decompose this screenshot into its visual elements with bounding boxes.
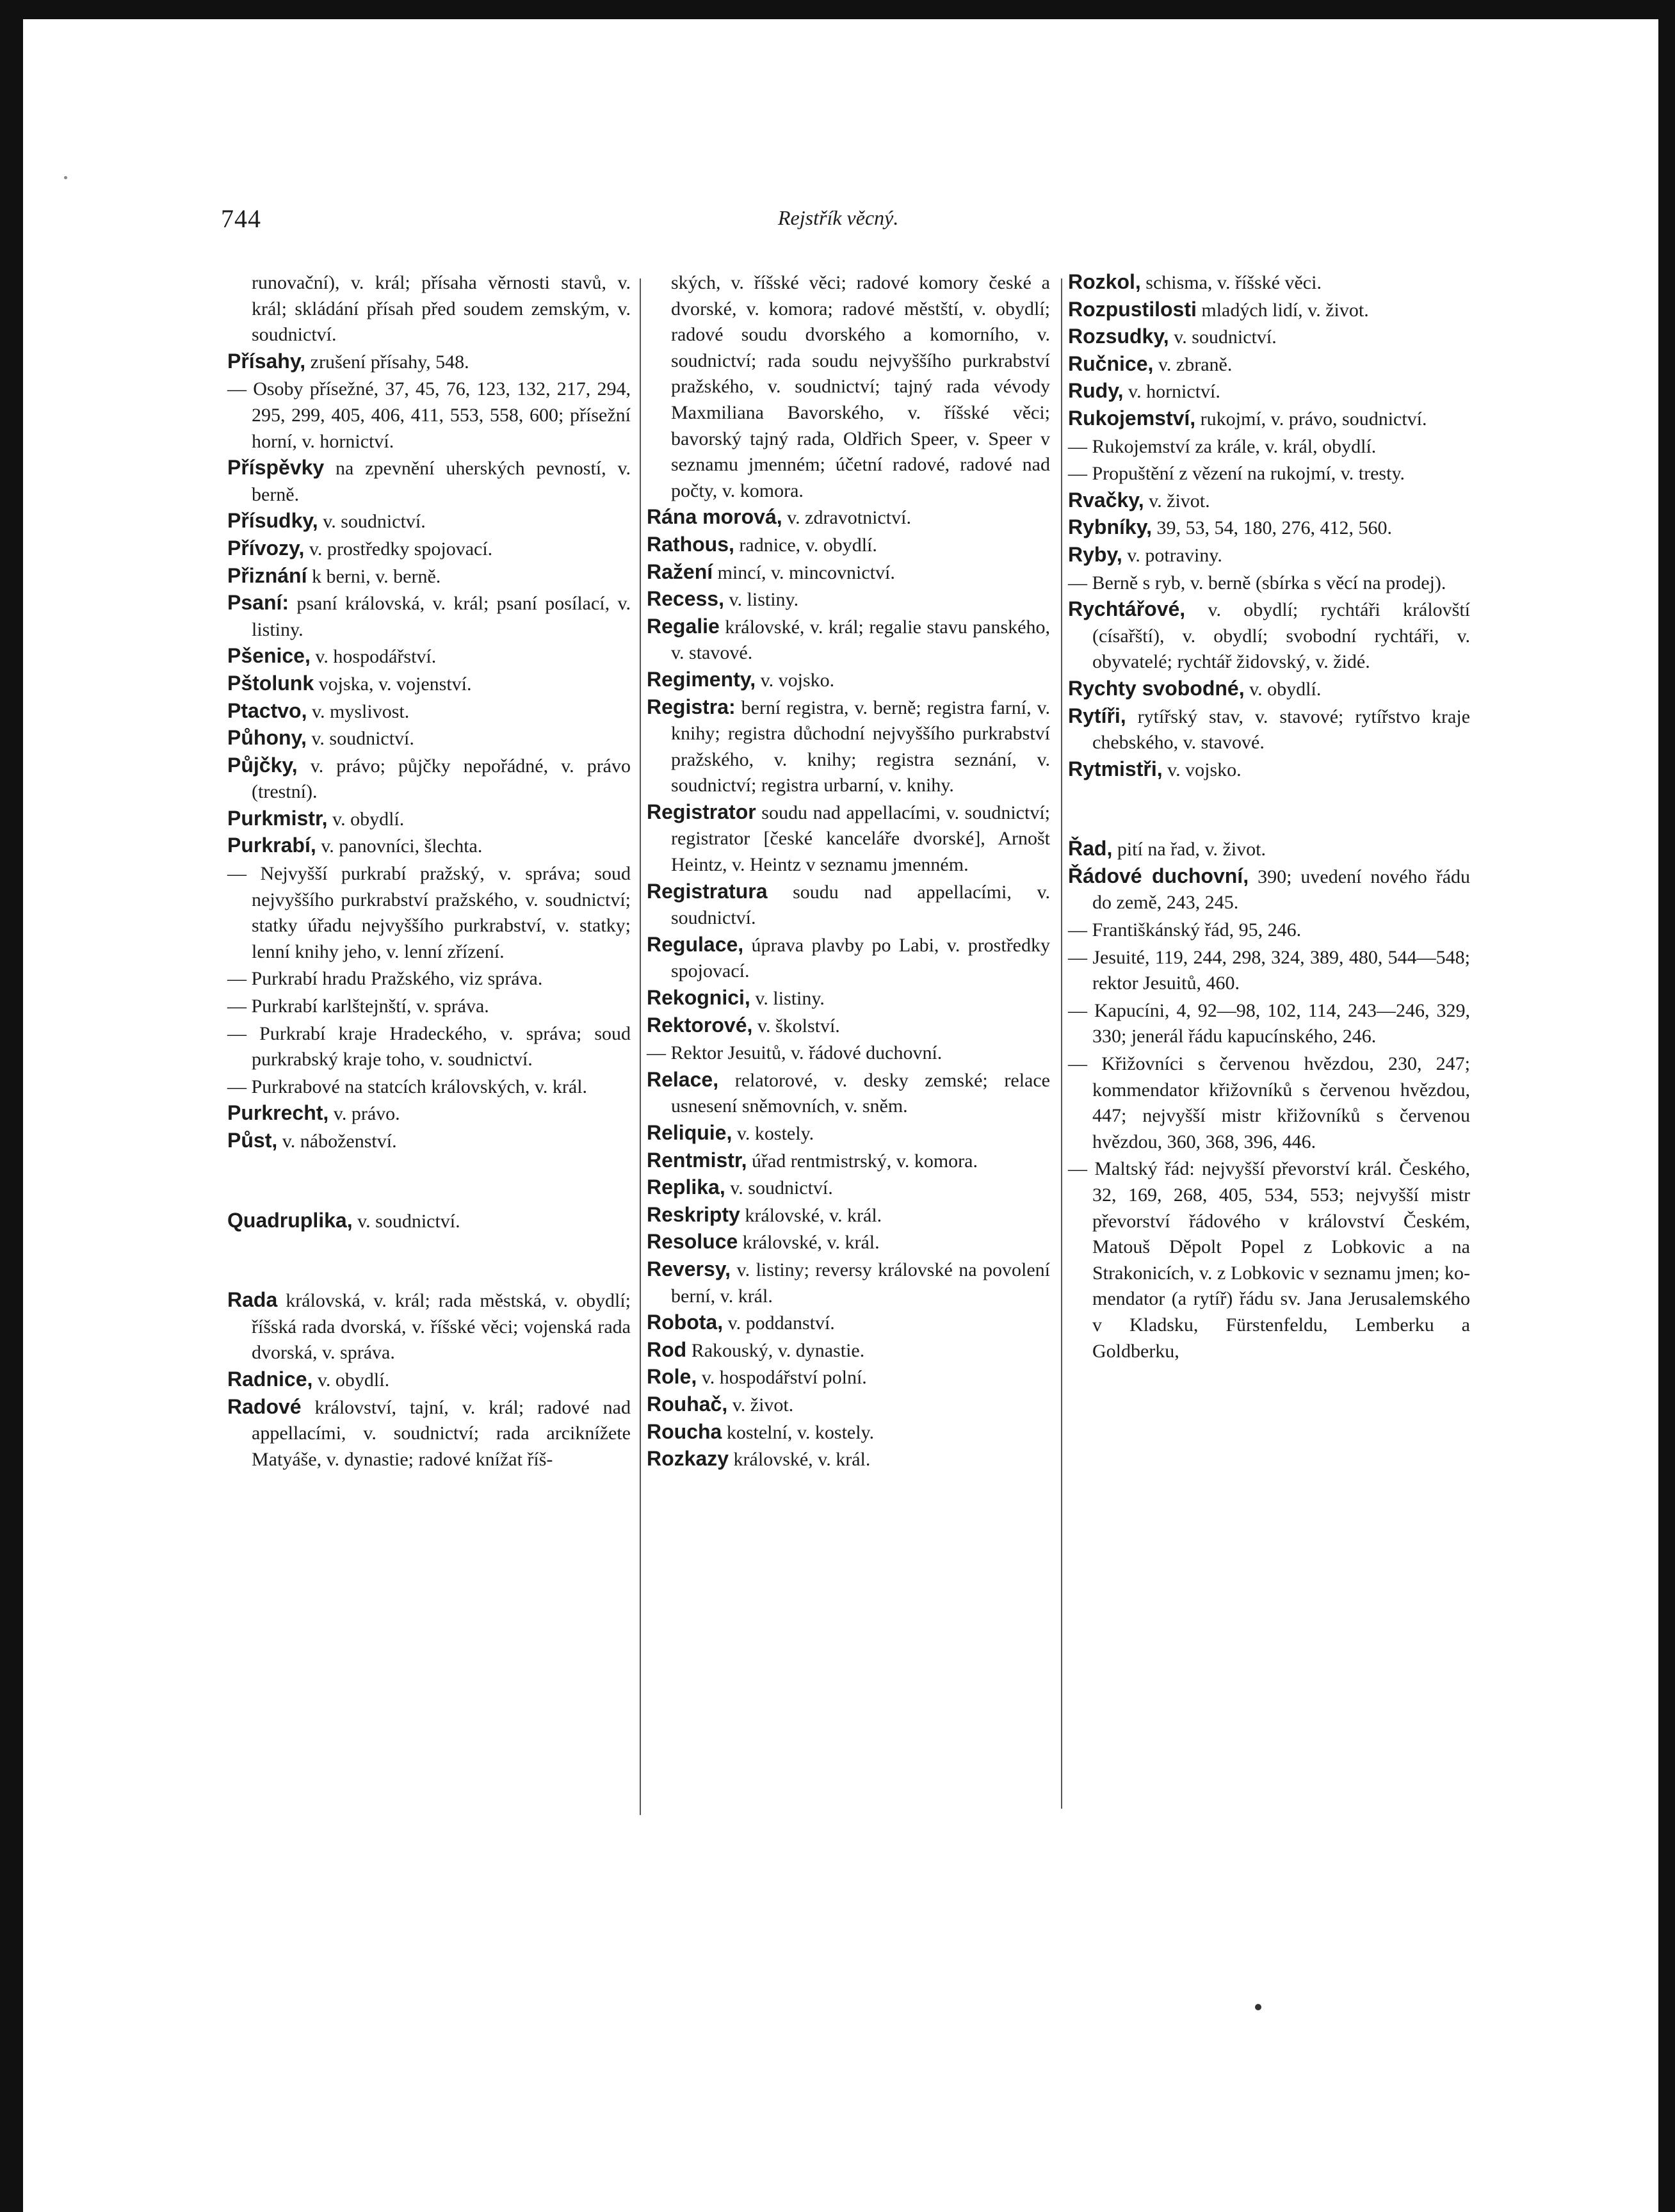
- entry-text: kostelní, v. kostely.: [722, 1421, 875, 1443]
- index-entry: [1068, 596, 1470, 675]
- entry-headword: Rouhač,: [647, 1392, 728, 1416]
- entry-text: rukojmí, v. právo, soudnictví.: [1195, 408, 1427, 430]
- entry-text: relatorové, v. desky zemské; relace usnesení sněmovních, v. sněm.: [671, 1069, 1050, 1117]
- entry-headword: Půst,: [227, 1129, 278, 1152]
- entry-headword: Přísahy,: [227, 349, 306, 373]
- index-column-2: [647, 269, 1050, 1473]
- index-entry: [647, 1256, 1050, 1309]
- index-entry: [647, 269, 1050, 504]
- index-entry: [647, 1120, 1050, 1147]
- index-entry: [647, 1174, 1050, 1202]
- entry-headword: Robota,: [647, 1311, 724, 1334]
- entry-text: v. kostely.: [732, 1123, 814, 1144]
- entry-headword: Ryby,: [1068, 542, 1122, 566]
- index-entry: [647, 1039, 1050, 1067]
- entry-text: v. potraviny.: [1122, 544, 1222, 566]
- entry-headword: Replika,: [647, 1175, 725, 1199]
- index-column-1: [227, 269, 631, 1473]
- entry-text: — Kapucíni, 4, 92—98, 102, 114, 243—246, 329, 330; jenerál řádu kapucínského, 246.: [1068, 999, 1470, 1047]
- entry-text: — Františkánský řád, 95, 246.: [1068, 919, 1302, 941]
- entry-text: 39, 53, 54, 180, 276, 412, 560.: [1152, 517, 1392, 539]
- index-entry: [647, 613, 1050, 666]
- entry-text: v. obydlí; rychtáři královští (císařští), v. obydlí; svobodní rychtáři, v. obyvatelé; rychtář židovský, v. židé.: [1092, 599, 1470, 673]
- section-gap: [227, 1234, 631, 1287]
- entry-text: psaní královská, v. král; psaní posílací, v. listiny.: [252, 593, 631, 640]
- index-entry: [1068, 433, 1470, 460]
- entry-headword: Půhony,: [227, 726, 307, 750]
- entry-text: v. listiny.: [724, 589, 799, 611]
- index-entry: [227, 269, 631, 348]
- entry-text: v. hospodářství polní.: [697, 1367, 867, 1389]
- index-entry: [647, 559, 1050, 586]
- entry-text: v. život.: [1144, 490, 1210, 512]
- index-entry: [227, 965, 631, 992]
- index-entry: [1068, 296, 1470, 324]
- entry-headword: Řádové duchovní,: [1068, 864, 1249, 887]
- entry-text: vojska, v. vojenství.: [314, 673, 472, 695]
- index-entry: [227, 563, 631, 590]
- entry-text: v. obydlí.: [327, 808, 405, 830]
- index-entry: [647, 932, 1050, 985]
- entry-headword: Registratura: [647, 879, 768, 903]
- entry-text: v. obydlí.: [312, 1369, 390, 1391]
- entry-text: královské, v. král.: [729, 1449, 871, 1471]
- entry-headword: Řad,: [1068, 837, 1113, 860]
- index-entry: [647, 1391, 1050, 1419]
- entry-headword: Rentmistr,: [647, 1148, 747, 1172]
- entry-headword: Reversy,: [647, 1257, 731, 1280]
- index-entry: [647, 1364, 1050, 1391]
- index-entry: [647, 586, 1050, 613]
- index-entry: [647, 878, 1050, 932]
- entry-headword: Rudy,: [1068, 379, 1124, 403]
- index-entry: [227, 1127, 631, 1155]
- entry-headword: Regimenty,: [647, 667, 756, 691]
- entry-text: v. soudnictví.: [352, 1210, 460, 1232]
- entry-headword: Quadruplika,: [227, 1208, 353, 1232]
- entry-headword: Rod: [647, 1337, 687, 1361]
- index-entry: [227, 1287, 631, 1366]
- scan-border-left: [0, 0, 23, 2212]
- entry-text: v. prostředky spojovací.: [304, 538, 493, 560]
- index-entry: [227, 590, 631, 643]
- entry-headword: Rozsudky,: [1068, 325, 1169, 348]
- scan-speck: [64, 176, 67, 179]
- section-gap: [227, 1155, 631, 1207]
- entry-headword: Rozkol,: [1068, 270, 1141, 293]
- index-entry: [227, 535, 631, 563]
- entry-text: — Purkrabové na statcích královských, v. král.: [227, 1076, 588, 1097]
- entry-text: pití na řad, v. život.: [1112, 839, 1266, 860]
- entry-headword: Psaní:: [227, 591, 289, 615]
- index-entry: [227, 752, 631, 805]
- index-entry: [1068, 405, 1470, 433]
- index-entry: [1068, 863, 1470, 916]
- entry-headword: Roucha: [647, 1419, 722, 1443]
- entry-headword: Rozpustilosti: [1068, 297, 1197, 321]
- index-entry: [227, 1207, 631, 1235]
- entry-text: v. listiny; reversy královské na povolení berní, v. král.: [671, 1259, 1050, 1307]
- index-entry: [647, 1067, 1050, 1120]
- entry-text: v. právo; půjčky nepořádné, v. právo (trestní).: [252, 755, 631, 803]
- entry-text: úřad rentmistrský, v. komora.: [747, 1150, 978, 1172]
- entry-text: — Purkrabí kraje Hradeckého, v. správa; soud purkrabský kraje toho, v. soudnictví.: [227, 1022, 631, 1070]
- entry-text: schisma, v. říšské věci.: [1140, 272, 1322, 293]
- index-entry: [227, 1073, 631, 1101]
- entry-headword: Rytmistři,: [1068, 757, 1163, 780]
- entry-text: — Maltský řád: nejvyšší převorství král. Českého, 32, 169, 268, 405, 534, 553; nejvyšší mistr převorství řádového v království Českém, Matouš Děpolt Popel z Lobkovic a na Strakonicích, v. z Lobkovic v seznamu jmen; komendator (a rytíř) řádu sv. Jana Jerusalemského v Kladsku, Fürstenfeldu, Lemberku a Goldberku,: [1068, 1158, 1470, 1362]
- index-entry: [227, 725, 631, 752]
- entry-headword: Rvačky,: [1068, 488, 1144, 512]
- entry-text: království, tajní, v. král; radové nad appellacími, v. soudnictví; rada arciknížete Matyáše, v. dynastie; radové knížat říš-: [252, 1396, 631, 1470]
- entry-headword: Regulace,: [647, 932, 744, 956]
- index-entry: [1068, 675, 1470, 703]
- index-entry: [647, 694, 1050, 799]
- entry-text: v. soudnictví.: [1169, 327, 1277, 348]
- index-entry: [1068, 487, 1470, 515]
- entry-headword: Purkrecht,: [227, 1101, 329, 1125]
- index-entry: [227, 1020, 631, 1073]
- entry-headword: Rybníky,: [1068, 515, 1152, 539]
- entry-headword: Příspěvky: [227, 456, 325, 480]
- index-entry: [1068, 916, 1470, 944]
- entry-text: rytířský stav, v. stavové; rytířstvo kraje chebského, v. stavové.: [1092, 706, 1470, 754]
- index-entry: [227, 1394, 631, 1473]
- index-entry: [647, 1012, 1050, 1040]
- entry-headword: Recess,: [647, 587, 724, 611]
- entry-text: na zpevnění uherských pevností, v. berně.: [252, 458, 631, 505]
- entry-headword: Registra:: [647, 695, 736, 718]
- entry-headword: Půjčky,: [227, 753, 298, 777]
- entry-headword: Purkmistr,: [227, 806, 328, 830]
- index-entry: [647, 1446, 1050, 1473]
- page-number: 744: [221, 204, 261, 233]
- scan-border-top: [0, 0, 1675, 19]
- entry-text: berní registra, v. berně; registra farní, v. knihy; registra důchodní nejvyššího purkrabství pražského, v. knihy; registra seznání, v. soudnictví; registra urbarní, v. knihy.: [671, 697, 1050, 796]
- entry-text: královské, v. král.: [740, 1204, 882, 1226]
- entry-headword: Ptactvo,: [227, 698, 307, 722]
- index-entry: [227, 375, 631, 455]
- entry-headword: Rekognici,: [647, 986, 750, 1010]
- entry-text: zrušení přísahy, 548.: [305, 351, 469, 373]
- index-entry: [227, 670, 631, 698]
- index-entry: [1068, 351, 1470, 378]
- entry-headword: Pštolunk: [227, 671, 314, 695]
- entry-text: soudu nad appellacími, v. soudnictví.: [671, 881, 1050, 929]
- section-gap: [1068, 783, 1470, 836]
- entry-headword: Ručnice,: [1068, 351, 1154, 375]
- index-entry: [647, 1229, 1050, 1256]
- index-entry: [647, 1337, 1050, 1364]
- entry-headword: Přísudky,: [227, 509, 318, 533]
- entry-text: v. zdravotnictví.: [782, 507, 911, 529]
- index-entry: [227, 1366, 631, 1394]
- entry-text: — Rektor Jesuitů, v. řádové duchovní.: [647, 1042, 943, 1064]
- index-entry: [1068, 1050, 1470, 1155]
- entry-text: v. soudnictví.: [725, 1177, 833, 1199]
- entry-headword: Rytíři,: [1068, 704, 1126, 727]
- index-entry: [227, 860, 631, 965]
- entry-text: k berni, v. berně.: [307, 565, 441, 587]
- entry-text: královské, v. král; regalie stavu panského, v. stavové.: [671, 616, 1050, 664]
- index-entry: [227, 832, 631, 860]
- entry-headword: Přívozy,: [227, 536, 305, 560]
- index-entry: [1068, 1155, 1470, 1364]
- index-entry: [647, 985, 1050, 1012]
- entry-text: ských, v. říšské věci; radové komory české a dvorské, v. komora; radové městští, v. obydlí; radové soudu dvorského a komorního, v. soudnictví; rada soudu nejvyššího purkrabství pražského, v. soudnictví; tajný rada vévody Maxmiliana Bavorského, v. říšské věci; bavorský tajný rada, Oldřich Speer, v. Speer v seznamu jmenném; účetní radové, radové nad počty, v. komora.: [671, 272, 1050, 501]
- index-entry: [227, 698, 631, 725]
- entry-text: soudu nad appellacími, v. soudnictví; registrator [české kanceláře dvorské], Arnošt Heintz, v. Heintz v seznamu jmenném.: [671, 802, 1050, 876]
- entry-text: v. vojsko.: [1162, 759, 1242, 780]
- index-entry: [1068, 569, 1470, 597]
- entry-headword: Rychtářové,: [1068, 597, 1186, 621]
- entry-headword: Rathous,: [647, 532, 734, 556]
- index-entry: [1068, 542, 1470, 569]
- entry-text: — Berně s ryb, v. berně (sbírka s věcí na prodej).: [1068, 572, 1446, 593]
- index-entry: [647, 666, 1050, 694]
- index-entry: [647, 1419, 1050, 1446]
- entry-text: runovační), v. král; přísaha věrnosti stavů, v. král; skládání přísah před soudem zemským, v. soudnictví.: [252, 272, 631, 346]
- entry-text: — Purkrabí hradu Pražského, viz správa.: [227, 968, 543, 990]
- entry-headword: Reliquie,: [647, 1121, 732, 1144]
- scan-border-right: [1658, 0, 1675, 2212]
- index-entry: [1068, 756, 1470, 784]
- entry-text: v. školství.: [752, 1015, 840, 1037]
- entry-headword: Rektorové,: [647, 1013, 753, 1037]
- entry-headword: Radové: [227, 1394, 302, 1418]
- entry-text: v. panovníci, šlechta.: [316, 836, 483, 857]
- entry-text: v. právo.: [328, 1103, 400, 1125]
- entry-text: v. poddanství.: [723, 1312, 835, 1334]
- entry-text: v. hornictví.: [1123, 381, 1220, 403]
- index-entry: [1068, 836, 1470, 863]
- index-entry: [227, 508, 631, 535]
- index-entry: [647, 504, 1050, 531]
- entry-headword: Rána morová,: [647, 505, 782, 529]
- index-entry: [647, 1202, 1050, 1229]
- entry-text: v. náboženství.: [277, 1131, 397, 1152]
- entry-text: královská, v. král; rada městská, v. obydlí; říšská rada dvorská, v. říšské věci; vojenská rada dvorská, v. správa.: [252, 1290, 631, 1364]
- entry-text: v. vojsko.: [756, 669, 835, 691]
- index-entry: [227, 455, 631, 508]
- entry-text: v. listiny.: [750, 988, 825, 1010]
- column-rule-left: [640, 279, 641, 1815]
- entry-text: — Osoby přísežné, 37, 45, 76, 123, 132, 217, 294, 295, 299, 405, 406, 411, 553, 558, 600; přísežní horní, v. hornictví.: [227, 378, 631, 452]
- entry-headword: Přiznání: [227, 563, 307, 587]
- entry-text: — Purkrabí karlštejnští, v. správa.: [227, 996, 489, 1017]
- entry-text: v. soudnictví.: [318, 511, 426, 533]
- index-entry: [647, 1309, 1050, 1337]
- entry-headword: Registrator: [647, 800, 756, 823]
- entry-text: — Nejvyšší purkrabí pražský, v. správa; soud nejvyššího purkrabství pražského, v. soudnictví; statky úřadu nejvyššího purkrabství, v. statky; lenní knihy jeho, v. lenní zřízení.: [227, 863, 631, 962]
- entry-headword: Rukojemství,: [1068, 406, 1196, 430]
- entry-headword: Ražení: [647, 560, 713, 583]
- entry-headword: Reskripty: [647, 1202, 740, 1226]
- index-column-3: [1068, 269, 1470, 1364]
- index-entry: [227, 805, 631, 833]
- index-entry: [1068, 944, 1470, 997]
- entry-text: v. obydlí.: [1244, 678, 1322, 700]
- index-entry: [1068, 269, 1470, 296]
- entry-headword: Regalie: [647, 614, 720, 638]
- index-entry: [647, 799, 1050, 878]
- index-entry: [1068, 460, 1470, 487]
- index-entry: [1068, 703, 1470, 756]
- entry-text: v. zbraně.: [1153, 353, 1233, 375]
- entry-headword: Rada: [227, 1288, 278, 1312]
- entry-text: v. život.: [727, 1394, 794, 1416]
- index-entry: [227, 1100, 631, 1127]
- entry-headword: Radnice,: [227, 1367, 313, 1391]
- entry-headword: Role,: [647, 1365, 697, 1389]
- index-entry: [1068, 378, 1470, 405]
- index-entry: [1068, 997, 1470, 1050]
- running-title: Rejstřík věcný.: [778, 206, 899, 229]
- entry-text: v. myslivost.: [307, 700, 410, 722]
- entry-headword: Rychty svobodné,: [1068, 676, 1245, 700]
- entry-headword: Relace,: [647, 1067, 719, 1091]
- entry-text: královské, v. král.: [738, 1232, 880, 1254]
- print-dot: [1255, 2004, 1261, 2010]
- entry-text: — Rukojemství za krále, v. král, obydlí.: [1068, 435, 1377, 457]
- index-entry: [1068, 323, 1470, 351]
- index-entry: [647, 531, 1050, 559]
- entry-text: v. soudnictví.: [306, 728, 414, 750]
- entry-text: — Jesuité, 119, 244, 298, 324, 389, 480, 544—548; rektor Jesuitů, 460.: [1068, 946, 1470, 994]
- entry-headword: Rozkazy: [647, 1447, 729, 1471]
- index-entry: [227, 992, 631, 1020]
- entry-headword: Purkrabí,: [227, 834, 316, 857]
- entry-text: radnice, v. obydlí.: [734, 534, 877, 556]
- entry-text: Rakouský, v. dynastie.: [686, 1339, 865, 1361]
- entry-text: mincí, v. mincovnictví.: [713, 561, 895, 583]
- column-rule-right: [1061, 279, 1062, 1809]
- entry-text: 390; uvedení nového řádu do země, 243, 245.: [1092, 866, 1471, 914]
- entry-text: úprava plavby po Labi, v. prostředky spojovací.: [671, 934, 1050, 982]
- entry-headword: Resoluce: [647, 1230, 738, 1254]
- index-entry: [647, 1147, 1050, 1175]
- index-entry: [227, 348, 631, 376]
- index-entry: [1068, 514, 1470, 542]
- entry-headword: Pšenice,: [227, 644, 311, 668]
- entry-text: — Křižovníci s červenou hvězdou, 230, 247; kommendator křižovníků s červenou hvězdou, 447; nejvyšší mistr křižovníků s červenou hvězdou, 360, 368, 396, 446.: [1068, 1053, 1470, 1152]
- entry-text: mladých lidí, v. život.: [1196, 299, 1369, 321]
- index-entry: [227, 643, 631, 670]
- entry-text: v. hospodářství.: [310, 646, 437, 668]
- entry-text: — Propuštění z vězení na rukojmí, v. tresty.: [1068, 463, 1405, 485]
